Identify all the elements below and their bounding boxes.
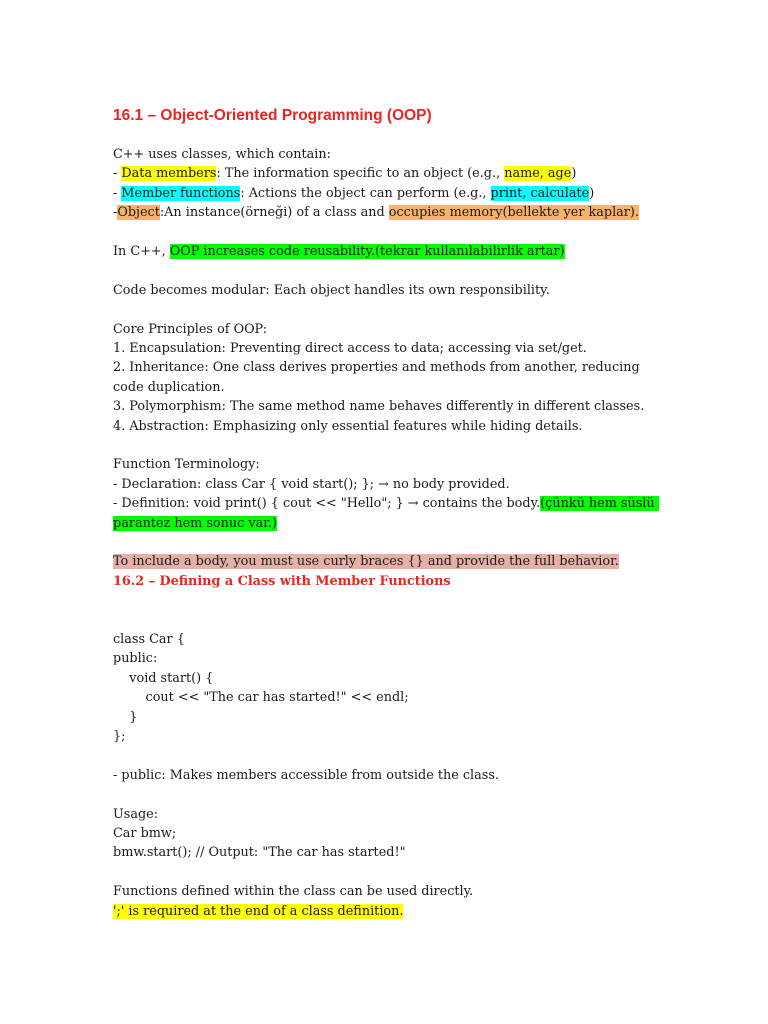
usage-line: Car bmw;: [113, 826, 177, 842]
body-note: [113, 552, 658, 571]
body-note-highlight: To include a body, you must use curly braces {} and provide the full behavior.: [113, 554, 619, 570]
semicolon-note-highlight: ';' is required at the end of a class definition.: [113, 903, 404, 919]
data-members-suffix: ): [571, 166, 577, 182]
code-line: public:: [113, 651, 158, 667]
code-line: }: [113, 709, 138, 725]
code-line: cout << "The car has started!" << endl;: [113, 690, 409, 706]
bullet-prefix: -: [113, 185, 122, 201]
reuse-text: In C++,: [113, 244, 170, 260]
member-functions-suffix: ): [589, 185, 595, 201]
semicolon-note: [113, 902, 658, 921]
principles-title: Core Principles of OOP:: [113, 321, 268, 337]
member-functions-text: : Actions the object can perform (e.g.,: [240, 185, 491, 201]
definition-line: [113, 494, 658, 533]
public-note: - public: Makes members accessible from outside the class.: [113, 767, 499, 783]
bullet-prefix: -: [113, 205, 118, 221]
member-functions-line: [113, 184, 658, 203]
reuse-line: [113, 242, 658, 261]
declaration-line: - Declaration: class Car { void start(); }; → no body provided.: [113, 476, 510, 492]
object-line: [113, 203, 658, 222]
section-heading-16-1: 16.1 – Object-Oriented Programming (OOP): [113, 107, 432, 124]
member-functions-example: print, calculate: [490, 185, 590, 201]
data-members-term: Data members: [121, 166, 217, 182]
data-members-text: : The information specific to an object (e.g.,: [216, 166, 505, 182]
data-members-example: name, age: [504, 166, 572, 182]
usage-line: bmw.start(); // Output: "The car has started!": [113, 845, 406, 861]
code-line: };: [113, 729, 126, 745]
reuse-highlight: OOP increases code reusability.(tekrar kullanılabilirlik artar): [169, 244, 565, 260]
code-line: class Car {: [113, 632, 185, 648]
principle-item-encapsulation: 1. Encapsulation: Preventing direct access to data; accessing via set/get.: [113, 341, 587, 357]
functions-note: Functions defined within the class can be used directly.: [113, 884, 474, 900]
principle-item-abstraction: 4. Abstraction: Emphasizing only essential features while hiding details.: [113, 418, 583, 434]
code-line: void start() {: [113, 670, 214, 686]
definition-highlight: (çünkü hem süslü parantez hem sonuc var.): [113, 496, 659, 531]
intro-line: C++ uses classes, which contain:: [113, 147, 331, 162]
principle-item-polymorphism: 3. Polymorphism: The same method name behaves differently in different classes.: [113, 399, 645, 415]
data-members-line: [113, 164, 658, 183]
bullet-prefix: -: [113, 166, 122, 182]
section-heading-16-2: 16.2 – Defining a Class with Member Functions: [113, 573, 451, 589]
terminology-title: Function Terminology:: [113, 457, 260, 473]
document-body: [113, 105, 658, 921]
modular-line: Code becomes modular: Each object handles its own responsibility.: [113, 282, 550, 298]
member-functions-term: Member functions: [121, 185, 241, 201]
definition-text: - Definition: void print() { cout << "Hello"; } → contains the body.: [113, 496, 541, 512]
object-term: Object: [117, 205, 160, 221]
object-highlight: occupies memory(bellekte yer kaplar).: [388, 205, 639, 221]
principle-item-inheritance: 2. Inheritance: One class derives properties and methods from another, reducing code duplication.: [113, 360, 644, 395]
object-text: :An instance(örneği) of a class and: [159, 205, 389, 221]
usage-title: Usage:: [113, 806, 159, 822]
